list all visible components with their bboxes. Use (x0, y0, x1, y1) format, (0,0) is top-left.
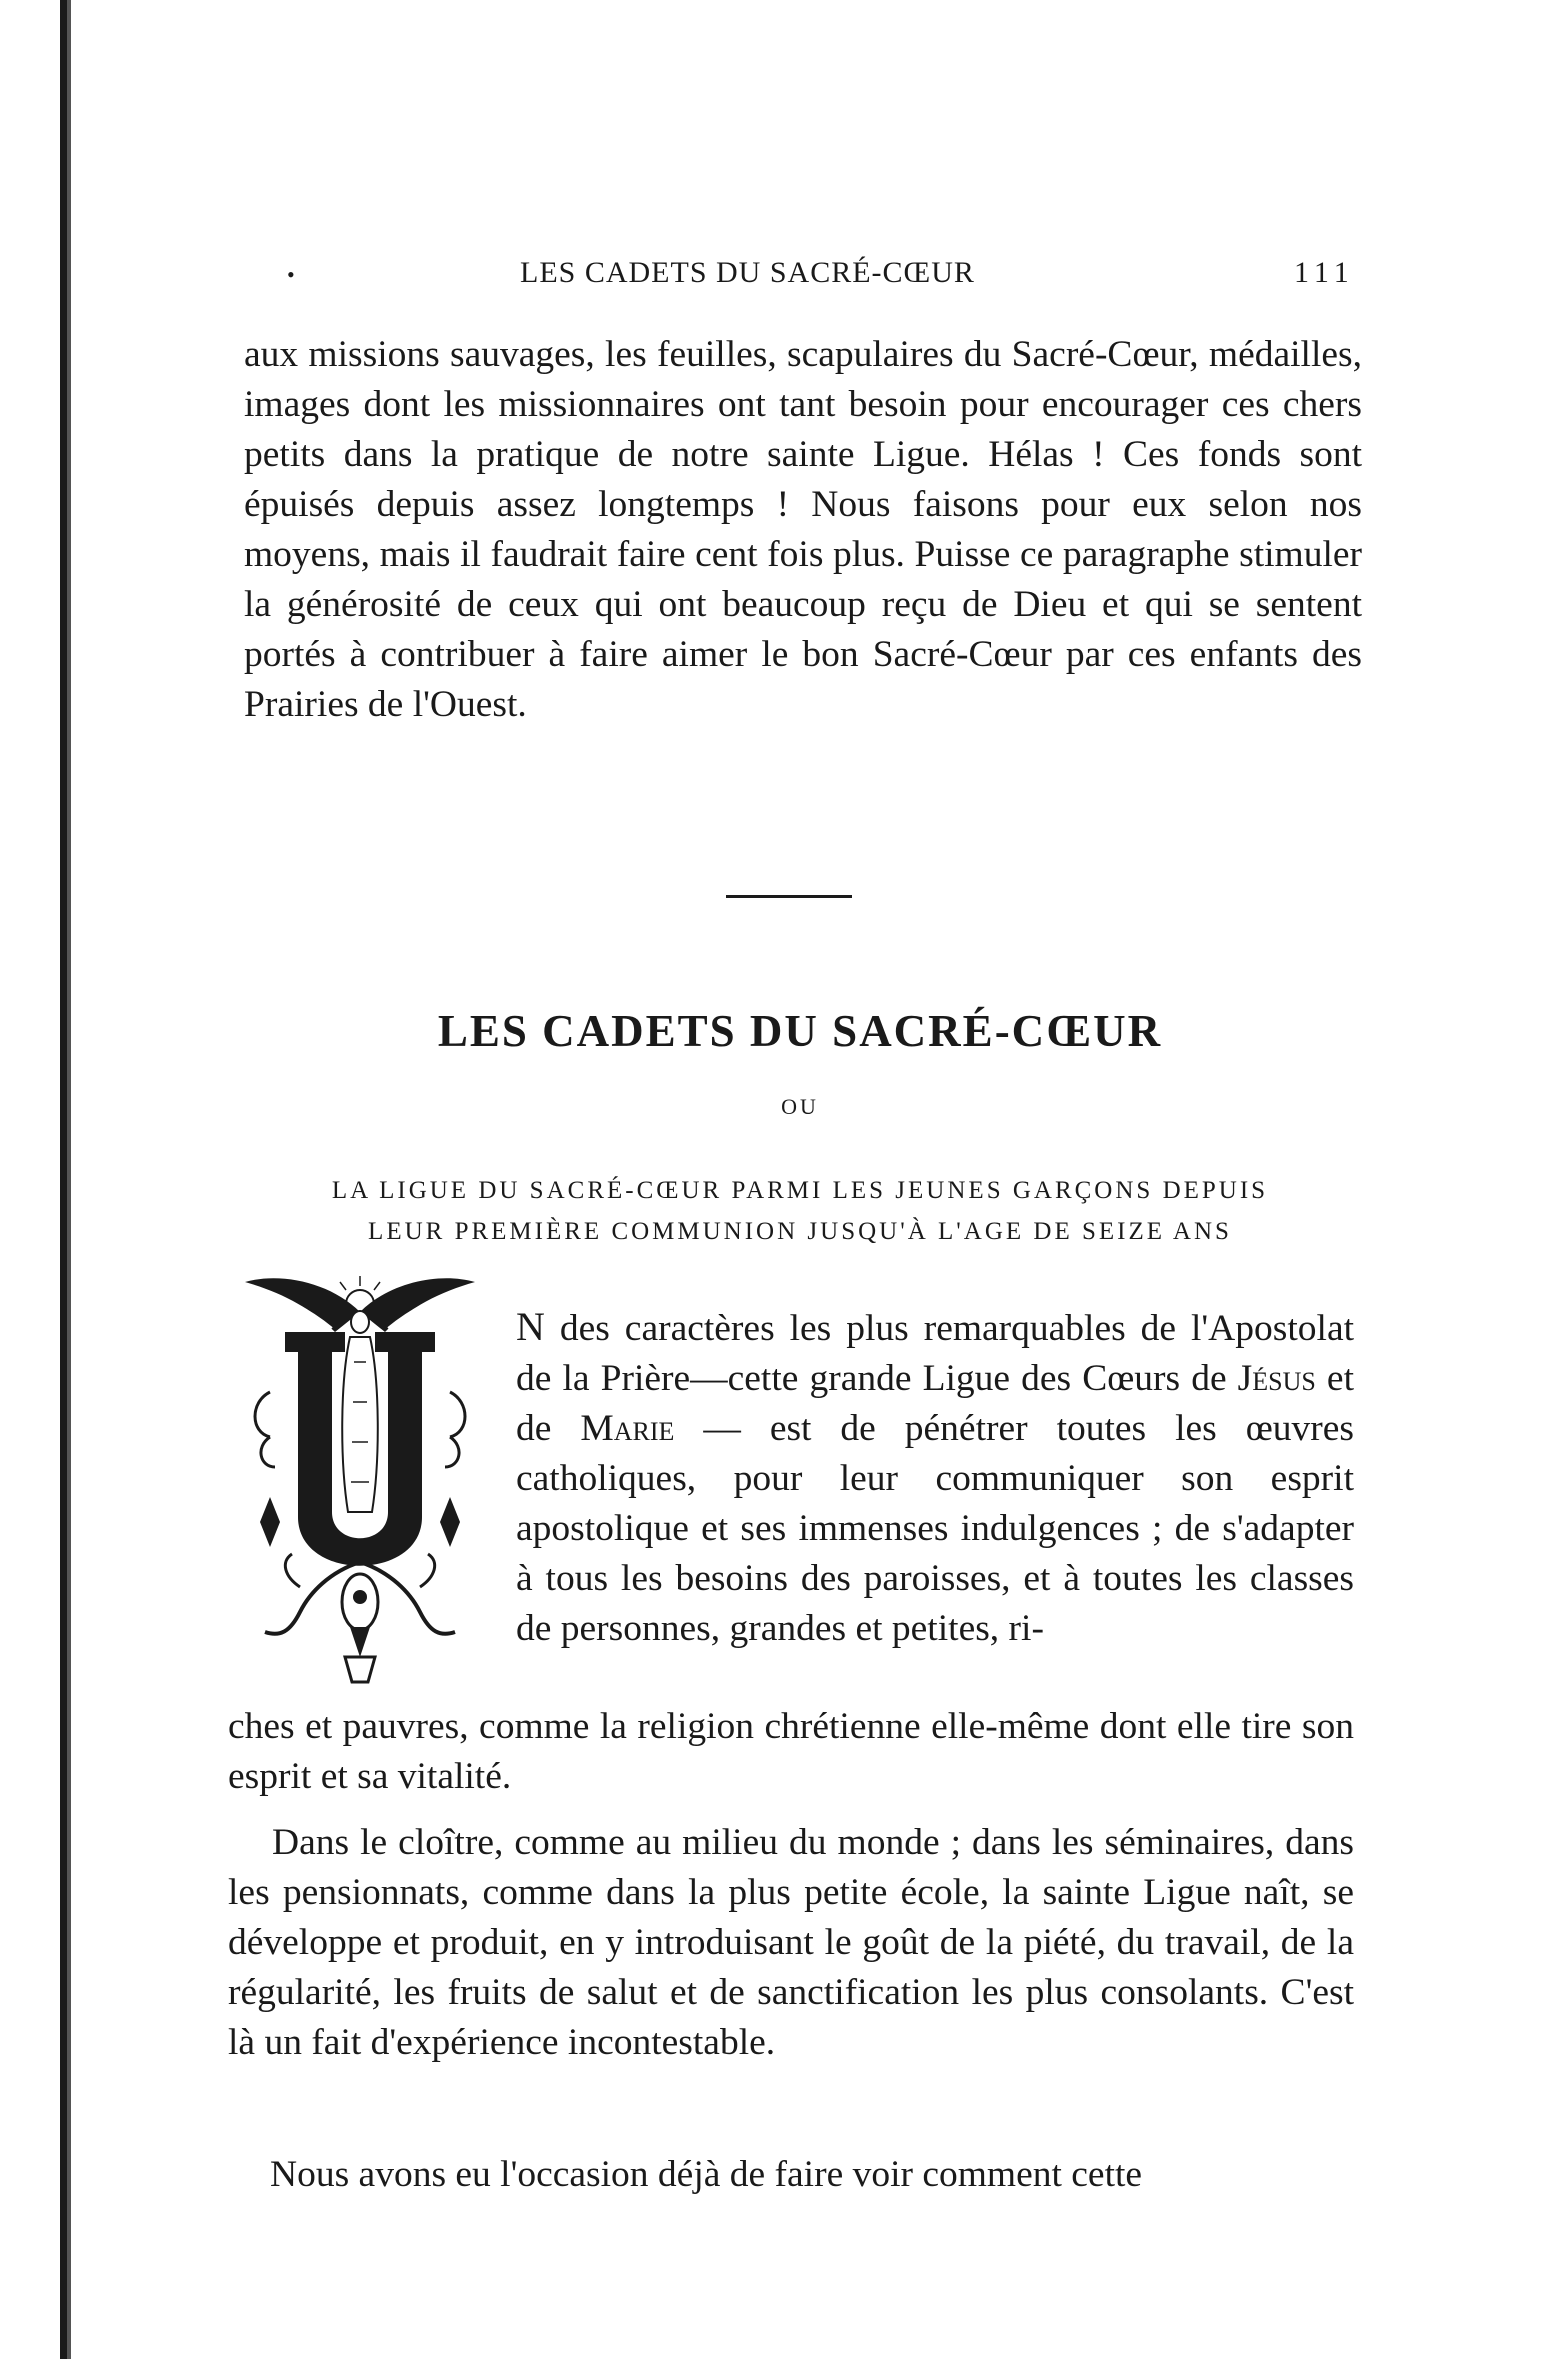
section-title: LES CADETS DU SACRÉ-CŒUR (437, 1006, 1163, 1056)
first-word-rest: N (516, 1304, 545, 1349)
paragraph-cloitre (228, 1818, 1354, 2068)
section-divider-rule (726, 895, 852, 898)
opening-text-b: et de (516, 1358, 1354, 1449)
ornamental-drop-cap-u-with-angel-icon (240, 1262, 480, 1692)
opening-text-a: des caractères les plus remarquables de l'Apostolat de la Prière—cette grande Ligue des Cœurs de (516, 1308, 1355, 1399)
name-jesus: Jésus (1237, 1358, 1316, 1399)
paragraph-final: Nous avons eu l'occasion déjà de faire voir comment cette (270, 2154, 1143, 2195)
opening-text-c: — est de pénétrer toutes les œuvres catholiques, pour leur communiquer son esprit apostolique et ses immenses indulgences ; de s'adapter à tous les besoins des paroisses, et à toutes les classes de personnes, grandes et petites, ri- (516, 1408, 1355, 1649)
stray-mark: • (287, 262, 295, 287)
opening-paragraph-beside-initial (516, 1302, 1354, 1654)
binding-edge-shadow (67, 0, 71, 2359)
section-subtitle-line-1: LA LIGUE DU SACRÉ-CŒUR PARMI LES JEUNES GARÇONS DEPUIS (331, 1177, 1269, 1204)
section-subtitle-line-2: LEUR PREMIÈRE COMMUNION JUSQU'À L'AGE DE SEIZE ANS (368, 1218, 1232, 1245)
continued-paragraph: aux missions sauvages, les feuilles, scapulaires du Sacré-Cœur, médailles, images dont les missionnaires ont tant besoin pour encourager ces chers petits dans la pratique de notre sainte Ligue. Hélas ! Ces fonds sont épuisés depuis assez longtemps ! Nous faisons pour eux selon nos moyens, mais il faudrait faire cent fois plus. Puisse ce paragraphe stimuler la générosité de ceux qui ont beaucoup reçu de Dieu et qui se sentent portés à contribuer à faire aimer le bon Sacré-Cœur par ces enfants des Prairies de l'Ouest. (244, 334, 1362, 725)
paragraph-cloitre-text: Dans le cloître, comme au milieu du monde ; dans les séminaires, dans les pensionnats, comme dans la plus petite école, la sainte Ligue naît, se développe et produit, en y introduisant le goût de la piété, du travail, de la régularité, les fruits de salut et de sanctification les plus consolants. C'est là un fait d'expérience incontestable. (228, 1822, 1354, 2063)
opening-paragraph-continuation: ches et pauvres, comme la religion chrétienne elle-même dont elle tire son esprit et sa vitalité. (228, 1706, 1354, 1797)
name-marie: Marie (580, 1408, 675, 1449)
binding-edge (60, 0, 67, 2359)
running-title: LES CADETS DU SACRÉ-CŒUR (520, 256, 975, 289)
page-number: 111 (1294, 256, 1355, 289)
section-conjunction: OU (781, 1094, 819, 1119)
